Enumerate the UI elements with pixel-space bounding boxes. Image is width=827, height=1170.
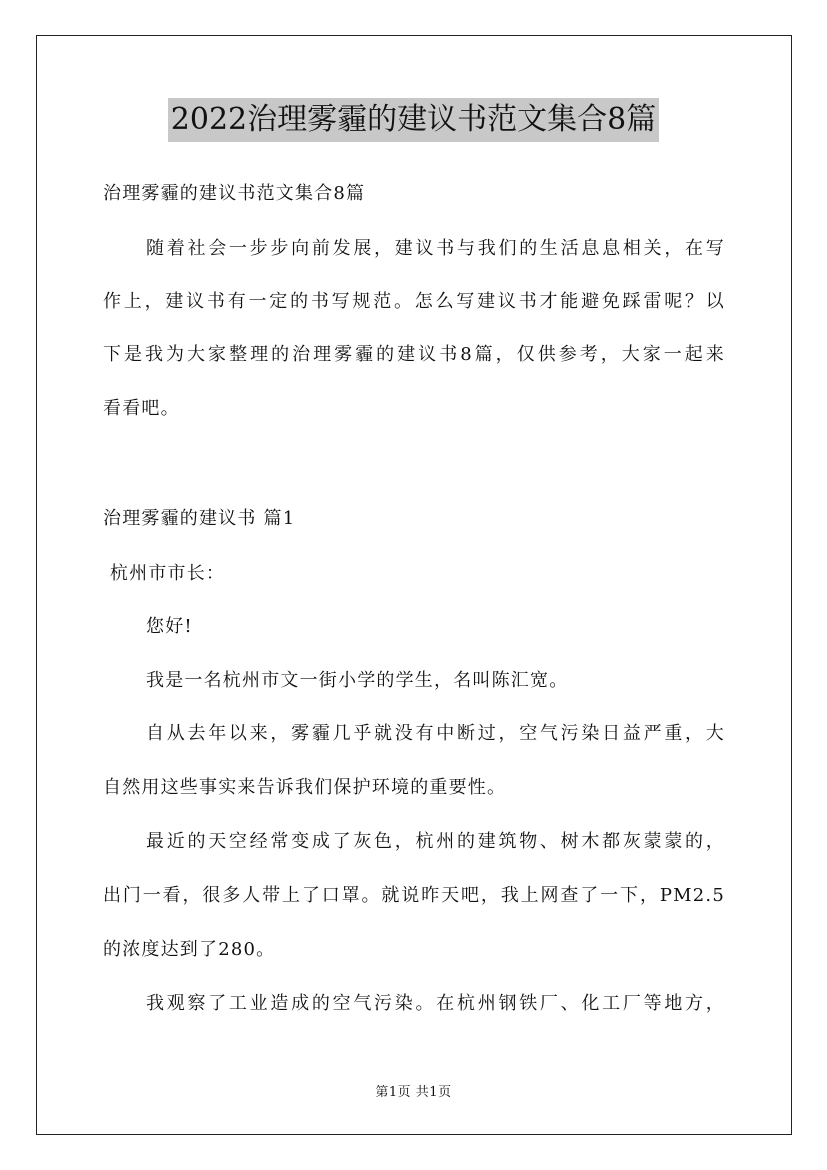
- intro-line-3: 下是我为大家整理的治理雾霾的建议书8篇，仅供参考，大家一起来: [103, 344, 725, 365]
- document-title: 2022治理雾霾的建议书范文集合8篇: [168, 98, 659, 142]
- intro-line-1: 随着社会一步步向前发展，建议书与我们的生活息息相关，在写: [146, 238, 725, 259]
- document-subtitle: 治理雾霾的建议书范文集合8篇: [103, 183, 366, 204]
- paragraph-4-line-1: 我观察了工业造成的空气污染。在杭州钢铁厂、化工厂等地方，: [146, 993, 725, 1014]
- page-footer: 第1页 共1页: [375, 1085, 452, 1100]
- greeting: 您好!: [146, 616, 193, 637]
- section-heading: 治理雾霾的建议书 篇1: [103, 508, 296, 529]
- salutation: 杭州市市长：: [103, 563, 226, 584]
- title-container: [0, 98, 827, 142]
- paragraph-3-line-1: 最近的天空经常变成了灰色，杭州的建筑物、树木都灰蒙蒙的，: [146, 831, 725, 852]
- paragraph-2-line-1: 自从去年以来，雾霾几乎就没有中断过，空气污染日益严重，大: [146, 723, 725, 744]
- paragraph-1: 我是一名杭州市文一街小学的学生，名叫陈汇宽。: [146, 670, 569, 691]
- intro-line-4: 看看吧。: [103, 398, 180, 419]
- intro-line-2: 作上，建议书有一定的书写规范。怎么写建议书才能避免踩雷呢？以: [103, 291, 725, 312]
- paragraph-3-line-2: 出门一看，很多人带上了口罩。就说昨天吧，我上网查了一下，PM2.5: [103, 885, 725, 906]
- paragraph-3-line-3: 的浓度达到了280。: [103, 939, 276, 960]
- paragraph-2-line-2: 自然用这些事实来告诉我们保护环境的重要性。: [103, 777, 507, 798]
